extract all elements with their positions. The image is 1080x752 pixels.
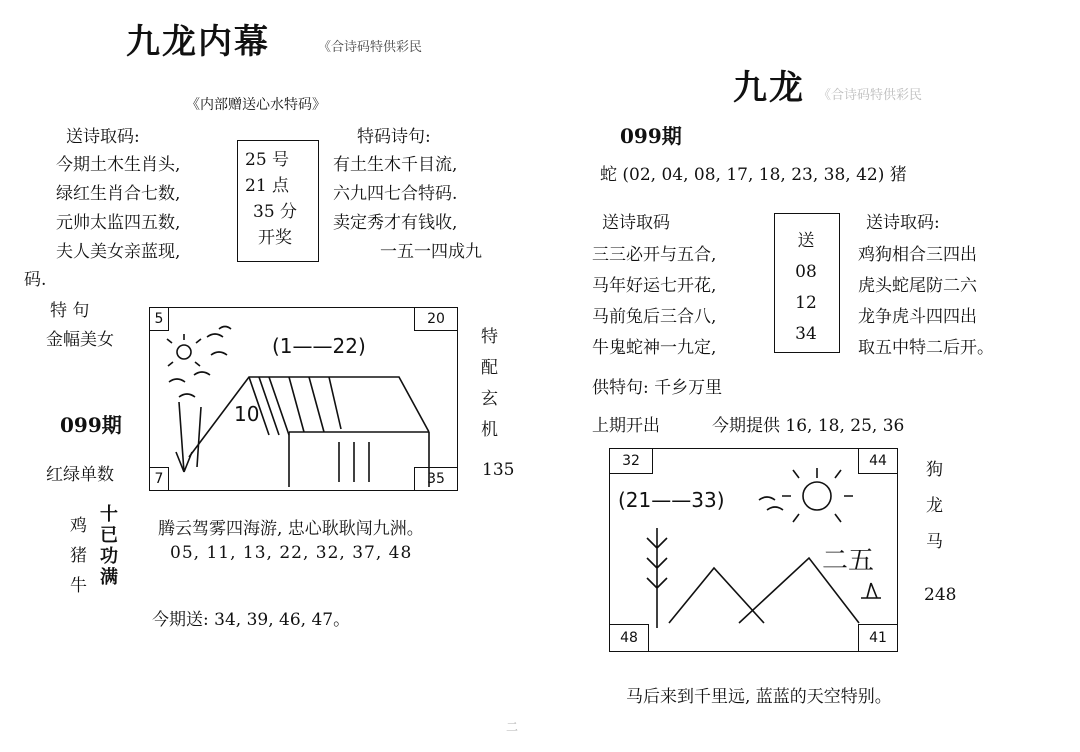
bottom-poem: 马后来到千里远, 蓝蓝的天空特别。 xyxy=(626,687,892,707)
right-pic-corner-tr: 44 xyxy=(858,448,898,474)
snake-line: 蛇 (02, 04, 08, 17, 18, 23, 38, 42) 猪 xyxy=(600,165,907,185)
right-box-vert xyxy=(774,226,838,350)
box-vert-3: 12 xyxy=(795,293,817,313)
right-poem-right-1: 鸡狗相合三四出 xyxy=(858,245,977,265)
box-line-4: 开奖 xyxy=(258,228,292,248)
zodiac-1: 鸡 xyxy=(70,516,87,536)
shiji-3: 功 xyxy=(100,546,118,567)
box-line-2: 21 点 xyxy=(245,176,290,196)
today-send: 今期送: 34, 39, 46, 47。 xyxy=(152,610,351,630)
special-line-1: 有土生木千目流, xyxy=(333,155,458,175)
last-issue: 上期开出 xyxy=(592,416,660,436)
right-poem-right-2: 虎头蛇尾防二六 xyxy=(858,276,977,296)
tejv-label: 特 句 xyxy=(50,301,90,321)
left-pic-corner-br: 35 xyxy=(414,467,458,491)
zodiac-vert xyxy=(70,511,87,601)
right-title: 九龙 xyxy=(733,68,805,108)
right-poem-left-3: 马前兔后三合八, xyxy=(592,307,717,327)
zodiac-3: 牛 xyxy=(70,576,87,596)
right-zodiac-2: 龙 xyxy=(926,496,943,516)
left-issue: 099期 xyxy=(60,413,122,437)
right-zodiac-3: 马 xyxy=(926,532,943,552)
shiji-4: 满 xyxy=(100,567,118,588)
right-poem-left-1: 三三必开与五合, xyxy=(592,245,717,265)
poem-tail: 码. xyxy=(24,270,47,290)
box-vert-4: 34 xyxy=(795,324,817,344)
vert-char-1: 特 xyxy=(481,327,498,347)
right-poem-heading-right: 送诗取码: xyxy=(866,213,940,233)
right-pic-wu: 二五 xyxy=(822,546,875,576)
right-zodiac-1: 狗 xyxy=(926,460,943,480)
right-pic-range: (21——33) xyxy=(618,488,725,512)
hongly-label: 红绿单数 xyxy=(46,465,114,485)
left-pic-corner-tl: 5 xyxy=(149,307,169,331)
shiji-2: 已 xyxy=(100,525,118,546)
right-poem-heading-left: 送诗取码 xyxy=(602,213,670,233)
right-zodiac-vert xyxy=(926,452,943,560)
right-pic-corner-tl: 32 xyxy=(609,448,653,474)
left-pic-corner-bl: 7 xyxy=(149,467,169,491)
right-zodiac-num: 248 xyxy=(924,585,957,605)
right-poem-right-3: 龙争虎斗四四出 xyxy=(858,307,977,327)
vert-char-4: 机 xyxy=(481,420,498,440)
right-poem-right-4: 取五中特二后开。 xyxy=(858,338,994,358)
box-line-1: 25 号 xyxy=(245,150,290,170)
left-title: 九龙内幕 xyxy=(126,22,270,62)
left-pic-number: 10 xyxy=(234,402,260,426)
special-line-2: 六九四七合特码. xyxy=(333,184,458,204)
vert-char-3: 玄 xyxy=(481,389,498,409)
right-pic-corner-br: 41 xyxy=(858,624,898,652)
poem-heading: 送诗取码: xyxy=(66,127,140,147)
right-subtitle: 《合诗码特供彩民 xyxy=(818,88,923,103)
footer-mark: 二 xyxy=(506,720,519,734)
special-line-3: 卖定秀才有钱收, xyxy=(333,213,458,233)
tejv-value: 金幅美女 xyxy=(46,330,114,350)
box-vert-1: 送 xyxy=(797,231,815,251)
left-poem2: 腾云驾雾四海游, 忠心耿耿闯九洲。 xyxy=(158,519,424,539)
poem-line-2: 绿红生肖合七数, xyxy=(56,184,181,204)
left-right-num: 135 xyxy=(482,460,515,480)
left-pic-corner-tr: 20 xyxy=(414,307,458,331)
house-sketch xyxy=(149,307,456,489)
poem-line-3: 元帅太监四五数, xyxy=(56,213,181,233)
zodiac-2: 猪 xyxy=(70,546,87,566)
right-issue: 099期 xyxy=(620,124,682,148)
box-vert-2: 08 xyxy=(795,262,817,282)
left-subtitle: 《合诗码特供彩民 xyxy=(318,40,423,55)
left-pic-range: (1——22) xyxy=(272,334,366,358)
shiji-vert xyxy=(100,504,118,588)
poem-line-4: 夫人美女亲蓝现, xyxy=(56,242,181,262)
left-numbers: 05, 11, 13, 22, 32, 37, 48 xyxy=(170,543,413,563)
special-line-4: 一五一四成九 xyxy=(380,242,482,262)
today-provide: 今期提供 16, 18, 25, 36 xyxy=(712,416,905,436)
mountain-sketch xyxy=(609,448,896,650)
poem-line-1: 今期土木生肖头, xyxy=(56,155,181,175)
right-poem-left-4: 牛鬼蛇神一九定, xyxy=(592,338,717,358)
shiji-1: 十 xyxy=(100,504,118,525)
gift-header: 《内部赠送心水特码》 xyxy=(186,97,326,113)
box-line-3: 35 分 xyxy=(253,202,298,222)
special-heading: 特码诗句: xyxy=(357,127,431,147)
vert-char-2: 配 xyxy=(481,358,498,378)
gong-te: 供特句: 千乡万里 xyxy=(592,378,723,398)
right-poem-left-2: 马年好运七开花, xyxy=(592,276,717,296)
right-pic-corner-bl: 48 xyxy=(609,624,649,652)
left-right-vert-label xyxy=(481,322,498,446)
